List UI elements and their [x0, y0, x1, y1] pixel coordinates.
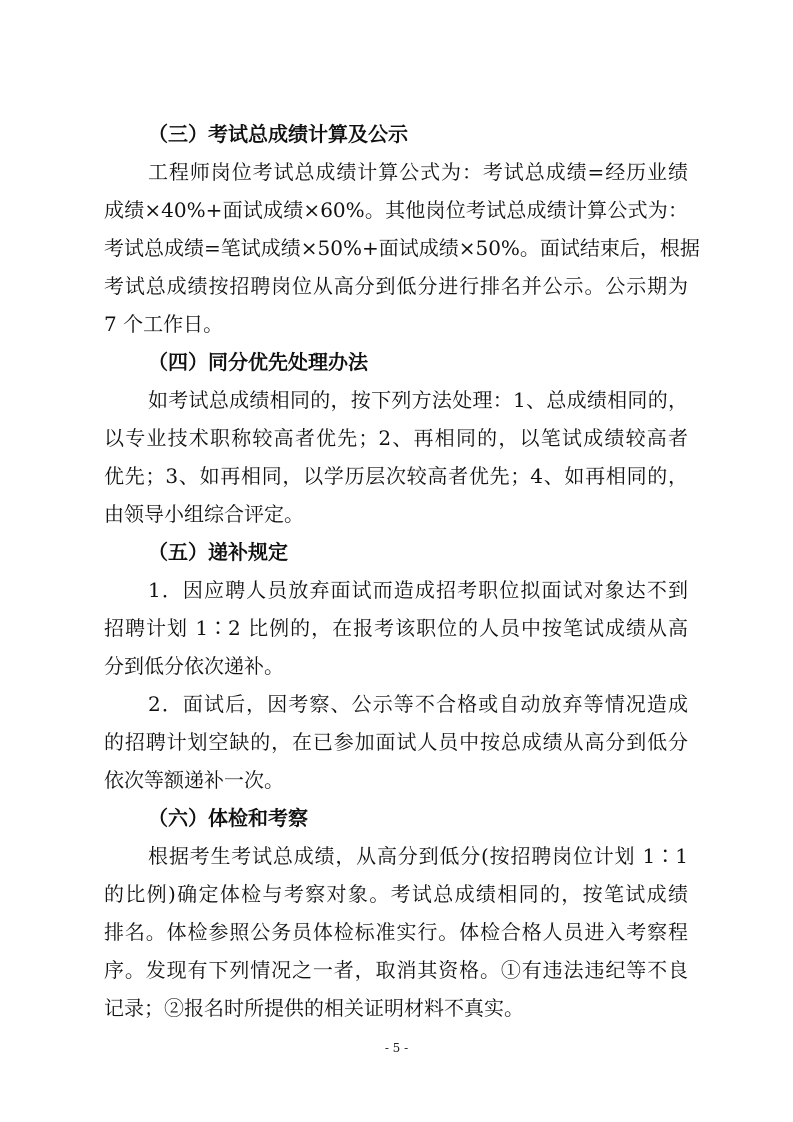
paragraph-line: 的比例)确定体检与考察对象。考试总成绩相同的，按笔试成绩 [104, 882, 688, 906]
section-heading-4: （四）同分优先处理办法 [148, 350, 368, 374]
section-heading-3: （三）考试总成绩计算及公示 [148, 122, 408, 146]
section-heading-5: （五）递补规定 [148, 540, 288, 564]
paragraph-line: 考试总成绩按招聘岗位从高分到低分进行排名并公示。公示期为 [104, 274, 688, 298]
paragraph-line: 考试总成绩=笔试成绩×50%+面试成绩×50%。面试结束后，根据 [104, 236, 700, 260]
paragraph-line: 如考试总成绩相同的，按下列方法处理：1、总成绩相同的， [148, 388, 688, 412]
paragraph-line: 以专业技术职称较高者优先；2、再相同的，以笔试成绩较高者 [104, 426, 688, 450]
paragraph-line: 成绩×40%+面试成绩×60%。其他岗位考试总成绩计算公式为： [104, 198, 688, 222]
paragraph-line: 记录；②报名时所提供的相关证明材料不真实。 [104, 996, 524, 1020]
paragraph-line: 招聘计划 1∶2 比例的，在报考该职位的人员中按笔试成绩从高 [104, 616, 688, 640]
paragraph-line: 的招聘计划空缺的，在已参加面试人员中按总成绩从高分到低分 [104, 730, 688, 754]
paragraph-line: 1．因应聘人员放弃面试而造成招考职位拟面试对象达不到 [148, 578, 688, 602]
paragraph-line: 根据考生考试总成绩，从高分到低分(按招聘岗位计划 1∶1 [148, 844, 688, 868]
paragraph-line: 序。发现有下列情况之一者，取消其资格。①有违法违纪等不良 [104, 958, 688, 982]
paragraph-line: 排名。体检参照公务员体检标准实行。体检合格人员进入考察程 [104, 920, 688, 944]
page-number: - 5 - [384, 1041, 409, 1055]
paragraph-line: 分到低分依次递补。 [104, 654, 284, 678]
paragraph-line: 工程师岗位考试总成绩计算公式为：考试总成绩=经历业绩 [148, 160, 688, 184]
paragraph-line: 2．面试后，因考察、公示等不合格或自动放弃等情况造成 [148, 692, 688, 716]
paragraph-line: 由领导小组综合评定。 [104, 502, 304, 526]
paragraph-line: 7 个工作日。 [104, 312, 224, 336]
section-heading-6: （六）体检和考察 [148, 806, 308, 830]
paragraph-line: 依次等额递补一次。 [104, 768, 284, 792]
paragraph-line: 优先；3、如再相同，以学历层次较高者优先；4、如再相同的， [104, 464, 688, 488]
